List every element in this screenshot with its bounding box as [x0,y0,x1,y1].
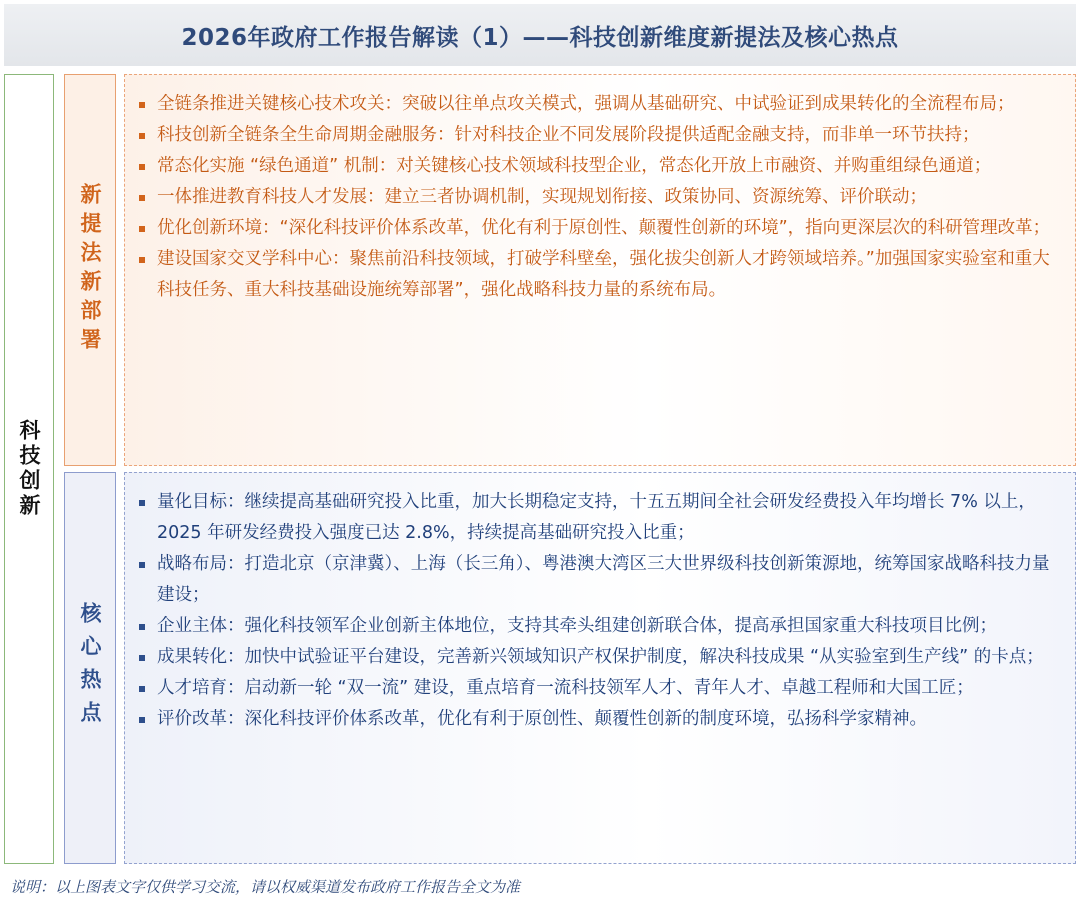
bullet-list [135,89,1061,306]
list-item-text: 企业主体：强化科技领军企业创新主体地位，支持其牵头组建创新联合体，提高承担国家重大科技项目比例； [157,616,997,636]
list-item [135,487,1061,549]
bullet-list [135,487,1061,735]
section-label-text: 新提法新部署 [78,183,102,357]
list-item-text: 科技创新全链条全生命周期金融服务：针对科技企业不同发展阶段提供适配金融支持，而非单一环节扶持； [157,125,980,145]
section-content-core-hotspots [124,472,1076,864]
square-bullet-icon [139,226,145,232]
section-label-core-hotspots [64,472,116,864]
square-bullet-icon [139,655,145,661]
square-bullet-icon [139,686,145,692]
list-item [135,673,1061,704]
list-item [135,89,1061,120]
list-item-text: 建设国家交叉学科中心：聚焦前沿科技领域，打破学科壁垒，强化拔尖创新人才跨领域培养。”加强国家实验室和重大科技任务、重大科技基础设施统筹部署”，强化战略科技力量的系统布局。 [157,249,1050,300]
square-bullet-icon [139,257,145,263]
footnote: 说明：以上图表文字仅供学习交流，请以权威渠道发布政府工作报告全文为准 [10,878,521,896]
square-bullet-icon [139,562,145,568]
list-item [135,120,1061,151]
list-item-text: 全链条推进关键核心技术攻关：突破以往单点攻关模式，强调从基础研究、中试验证到成果转化的全流程布局； [157,94,1015,114]
list-item [135,642,1061,673]
list-item-text: 人才培育：启动新一轮 “双一流” 建设，重点培育一流科技领军人才、青年人才、卓越工程师和大国工匠； [157,678,974,698]
list-item-text: 常态化实施 “绿色通道” 机制：对关键核心技术领域科技型企业，常态化开放上市融资、并购重组绿色通道； [157,156,992,176]
side-category-text: 科技创新 [17,419,41,519]
list-item [135,704,1061,735]
list-item-text: 量化目标：继续提高基础研究投入比重，加大长期稳定支持，十五五期间全社会研发经费投入年均增长 7% 以上，2025 年研发经费投入强度已达 2.8%，持续提高基础研究投入比重； [157,492,1036,543]
list-item-text: 成果转化：加快中试验证平台建设，完善新兴领域知识产权保护制度，解决科技成果 “从实验室到生产线” 的卡点； [157,647,1044,667]
square-bullet-icon [139,133,145,139]
square-bullet-icon [139,195,145,201]
list-item-text: 优化创新环境：“深化科技评价体系改革，优化有利于原创性、颠覆性创新的环境”，指向更深层次的科研管理改革； [157,218,1051,238]
list-item [135,213,1061,244]
square-bullet-icon [139,164,145,170]
list-item-text: 战略布局：打造北京（京津冀）、上海（长三角）、粤港澳大湾区三大世界级科技创新策源地，统筹国家战略科技力量建设； [157,554,1050,605]
list-item [135,611,1061,642]
square-bullet-icon [139,102,145,108]
list-item [135,549,1061,611]
page-title: 2026年政府工作报告解读（1）——科技创新维度新提法及核心热点 [181,24,899,51]
section-label-new-deployments [64,74,116,466]
list-item [135,244,1061,306]
square-bullet-icon [139,500,145,506]
list-item [135,151,1061,182]
section-content-new-deployments [124,74,1076,466]
side-category-label [4,74,54,864]
section-label-text: 核心热点 [78,602,102,734]
title-bar [4,4,1076,66]
square-bullet-icon [139,624,145,630]
square-bullet-icon [139,717,145,723]
list-item-text: 一体推进教育科技人才发展：建立三者协调机制，实现规划衔接、政策协同、资源统筹、评价联动； [157,187,927,207]
list-item-text: 评价改革：深化科技评价体系改革，优化有利于原创性、颠覆性创新的制度环境，弘扬科学家精神。 [157,709,927,729]
list-item [135,182,1061,213]
